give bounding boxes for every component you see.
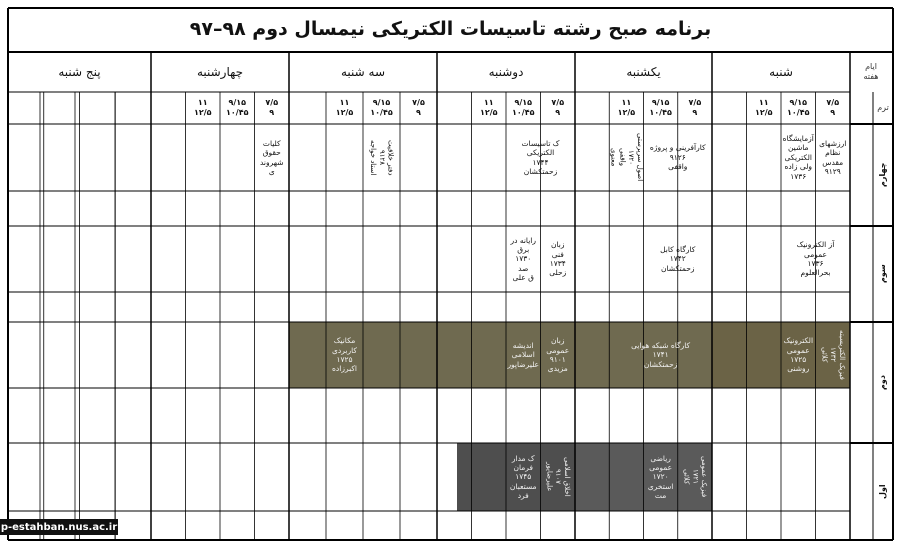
day-header-2: دوشنبه [488,64,524,79]
course-cell-t3_sun_1: کارگاه کابل ۱۷۴۲ زحمتکشان [660,244,696,273]
day-header-5: پنج شنبه [58,64,101,79]
course-cell-t2_sun_1: کارگاه شبکه هوایی ۱۷۴۱ زحمتکشان [631,340,691,369]
day-header-4: چهارشنبه [196,64,244,79]
time-slot: ۷/۵ ۹ [412,98,425,117]
term-label-t1: اول [878,484,887,499]
time-slot: ۹/۱۵ ۱۰/۴۵ [649,98,672,117]
course-cell-t4_sun_1: کارآفرینی و پروژه ۹۱۲۶ واقفی [649,143,706,172]
course-cell-t2_sat_1: فیزیک الکتریسیته ۱۷۳۲ کلائی [820,330,846,380]
course-cell-t4_wed_1: کلیات حقوق شهروند ی [259,138,284,176]
time-slot: ۷/۵ ۹ [551,98,565,117]
time-slot: ۱۱ ۱۲/۵ [335,98,354,117]
time-slot: ۱۱ ۱۲/۵ [479,98,498,117]
course-cell-t2_tue_3: مکانیک کاربردی ۱۷۲۵ اکبرزاده [331,336,358,374]
page-title: برنامه صبح رشته تاسیسات الکتریکی نیمسال دوم ۹۸–۹۷ [189,18,712,41]
course-cell-t1_sun_1: فیزیک عمومی ۱۷۲۱ کلائی [682,456,708,498]
time-slot: ۹/۱۵ ۱۰/۴۵ [226,98,249,117]
day-header-1: یکشنبه [626,64,661,79]
course-cell-t3_mon_1: زبان فنی ۱۷۳۴ زحلی [549,240,567,278]
course-cell-t3_sat_1: آز الکترونیک عمومی ۱۷۳۶ بحرالعلوم [796,240,835,278]
term-label-t3: سوم [878,264,887,284]
term-corner-label: ترم [877,103,889,112]
days-corner-label: ایام هفته [863,62,879,81]
course-cell-t1_mon_1: اخلاق اسلامی ۹۱۰۷ علیرضاپور [545,457,571,497]
course-cell-t4_sat_2: آزمایشگاه ماشین الکتریکی ولی زاده ۱۷۳۶ [782,134,814,181]
time-slot: ۹/۱۵ ۱۰/۴۵ [512,98,535,117]
course-cell-t2_sat_2: الکترونیک عمومی ۱۷۲۵ روشنی [783,336,814,374]
time-slot: ۷/۵ ۹ [688,98,702,117]
course-cell-t2_mon_1: زبان عمومی ۹۱۰۱ مزیدی [546,336,570,374]
time-slot: ۷/۵ ۹ [265,98,279,117]
course-cell-t4_sat_1: ارزشهای نظام مقدس ۹۱۲۹ [819,138,847,176]
time-slot: ۹/۱۵ ۱۰/۴۵ [370,98,393,117]
day-header-0: شنبه [769,64,793,79]
time-slot: ۷/۵ ۹ [826,98,840,117]
time-slot: ۹/۱۵ ۱۰/۴۵ [787,98,810,117]
course-cell-t1_mon_2: ک مدار فرمان ۱۷۴۵ مستعبان فرد [509,453,537,501]
day-header-3: سه شنبه [340,64,386,79]
term-label-t4: چهارم [878,162,887,188]
time-slot: ۱۱ ۱۲/۵ [193,98,212,117]
course-cell-t3_mon_2: رایانه در برق ۱۷۳۰ صد ق علی [510,235,537,283]
term-label-t2: دوم [878,375,887,390]
course-cell-t4_tue_2: دفتر خلاقیت ۹۱۲۸ استاد خواجه [369,139,395,176]
course-cell-t2_mon_2: اندیشه اسلامی علیرضاپور [507,340,540,369]
course-cell-t4_mon_1: ک تاسیسات الکتریکی ۱۷۴۴ زحمتکشان [521,138,560,176]
site-watermark: p-estahban.nus.ac.ir [0,519,118,535]
course-cell-t1_sun_2: ریاضی عمومی ۱۷۲۰ استخری مت [647,453,674,501]
course-cell-t4_sun_3: اصول سرپرستی ۱۷۲۰ واقفی معنوی [609,133,644,182]
time-slot: ۱۱ ۱۲/۵ [754,98,773,117]
time-slot: ۱۱ ۱۲/۵ [617,98,636,117]
